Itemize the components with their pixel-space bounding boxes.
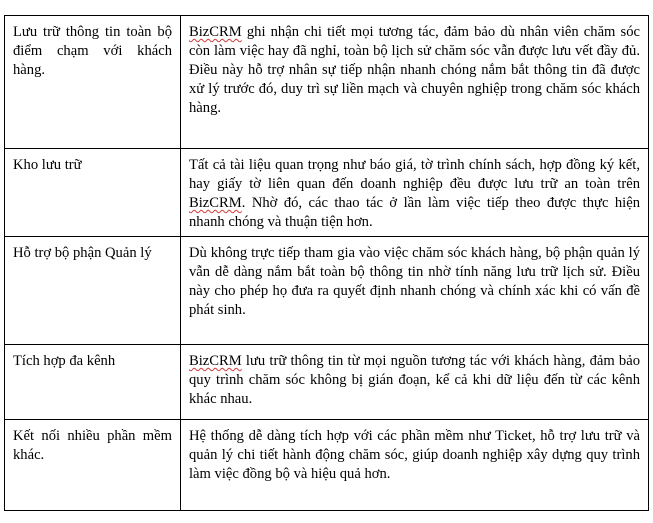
feature-cell — [5, 345, 181, 420]
feature-label: Tích hợp đa kênh — [13, 353, 116, 369]
table-row — [5, 237, 649, 345]
brand-name: BizCRM — [189, 195, 242, 211]
description-cell — [181, 420, 649, 511]
feature-cell — [5, 420, 181, 511]
table-row — [5, 345, 649, 420]
feature-label: Hỗ trợ bộ phận Quản lý — [13, 245, 152, 261]
description-cell — [181, 16, 649, 149]
feature-cell — [5, 237, 181, 345]
description-text: lưu trữ thông tin từ mọi nguồn tương tác với khách hàng, đảm bảo quy trình chăm sóc không bị gián đoạn, kể cả khi dữ liệu đến từ các kênh khác nhau. — [189, 353, 640, 407]
feature-cell — [5, 16, 181, 149]
feature-table — [4, 15, 649, 511]
table-row — [5, 149, 649, 237]
table-row — [5, 420, 649, 511]
description-cell — [181, 345, 649, 420]
description-cell — [181, 237, 649, 345]
feature-label: Kho lưu trữ — [13, 157, 82, 173]
brand-name: BizCRM — [189, 24, 242, 40]
feature-label: Lưu trữ thông tin toàn bộ điểm chạm với khách hàng. — [13, 24, 172, 78]
description-text: ghi nhận chi tiết mọi tương tác, đảm bảo dù nhân viên chăm sóc còn làm việc hay đã nghỉ, toàn bộ lịch sử chăm sóc vẫn được lưu vết đầy đủ. Điều này hỗ trợ nhân sự tiếp nhận nhanh chóng nắm bắt thông tin đã được xử lý trước đó, duy trì sự liền mạch và chuyên nghiệp trong chăm sóc khách hàng. — [189, 24, 640, 116]
description-text: Dù không trực tiếp tham gia vào việc chăm sóc khách hàng, bộ phận quản lý vẫn dễ dàng nắm bắt toàn bộ thông tin nhờ tính năng lưu trữ lịch sử. Điều này cho phép họ đưa ra quyết định nhanh chóng và chính xác khi có vấn đề phát sinh. — [189, 245, 640, 318]
description-text: Hệ thống dễ dàng tích hợp với các phần mềm như Ticket, hỗ trợ lưu trữ và quản lý chi tiết hành động chăm sóc, giúp doanh nghiệp xây dựng quy trình làm việc đồng bộ và hiệu quả hơn. — [189, 428, 640, 482]
description-text: Tất cả tài liệu quan trọng như báo giá, tờ trình chính sách, hợp đồng ký kết, hay giấy tờ liên quan đến doanh nghiệp đều được lưu trữ an toàn trên — [189, 157, 640, 192]
description-text: . Nhờ đó, các thao tác ở lần làm việc tiếp theo được thực hiện nhanh chóng và thuận tiện hơn. — [189, 195, 640, 230]
description-cell — [181, 149, 649, 237]
brand-name: BizCRM — [189, 353, 242, 369]
table-row — [5, 16, 649, 149]
feature-cell — [5, 149, 181, 237]
feature-label: Kết nối nhiều phần mềm khác. — [13, 428, 172, 463]
